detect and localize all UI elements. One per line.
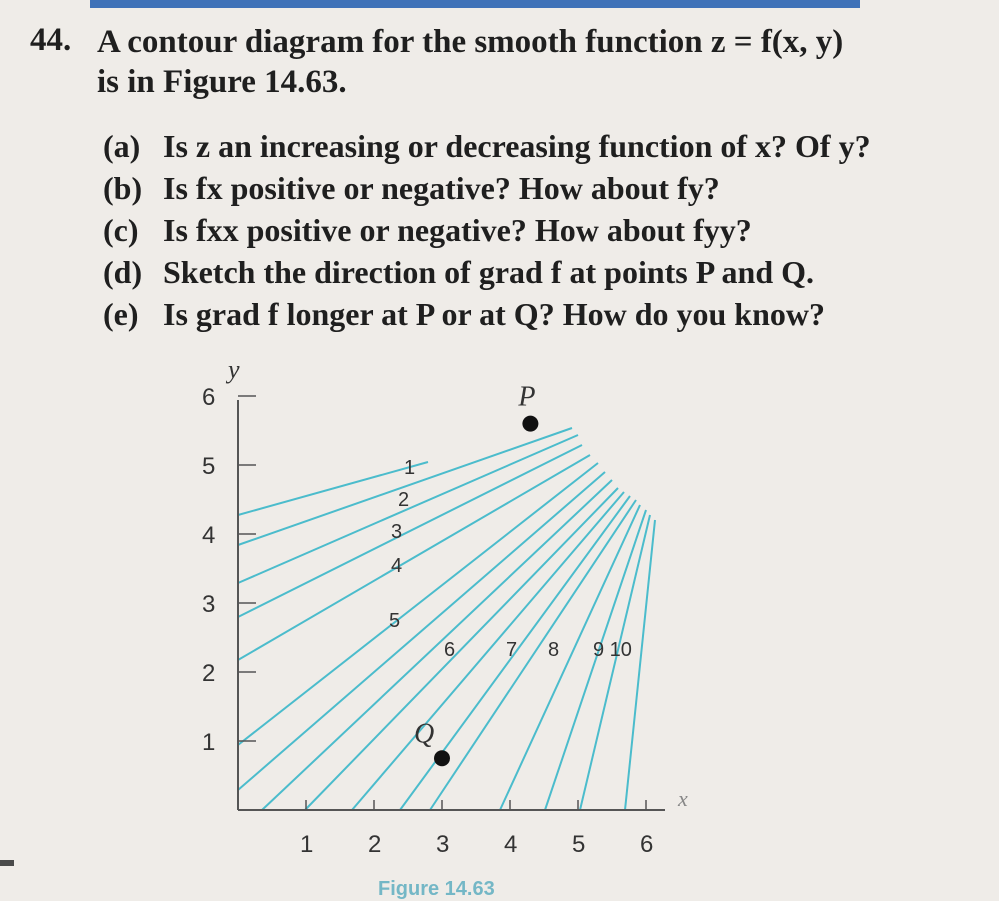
part-text: Sketch the direction of grad f at points P and Q. <box>163 254 814 290</box>
point-label: P <box>518 381 536 413</box>
contour-value-label: 7 <box>506 639 518 661</box>
contour-value-label: 5 <box>389 610 401 632</box>
part-text: Is grad f longer at P or at Q? How do you know? <box>163 296 825 332</box>
part-label: (a) <box>103 128 141 164</box>
x-tick-label: 3 <box>436 831 450 858</box>
x-tick-label: 4 <box>504 831 518 858</box>
x-tick-label: 5 <box>572 831 586 858</box>
contour-value-label: 4 <box>391 555 403 577</box>
part-label: (e) <box>103 296 139 332</box>
points <box>414 382 538 767</box>
part-label: (d) <box>103 254 143 290</box>
x-axis-label: x <box>678 786 688 811</box>
part-label: (b) <box>103 170 143 206</box>
part-text: Is fxx positive or negative? How about fyy? <box>163 212 752 248</box>
contour-value-label: 8 <box>548 639 560 661</box>
figure-caption: Figure 14.63 <box>378 878 495 900</box>
axis-labels <box>202 355 688 858</box>
part-label: (c) <box>103 212 139 248</box>
problem-number: 44. <box>30 22 72 58</box>
y-tick-label: 5 <box>202 453 216 480</box>
x-tick-label: 1 <box>300 831 314 858</box>
x-tick-label: 2 <box>368 831 382 858</box>
contour-value-label: 3 <box>391 521 403 543</box>
point-q <box>434 750 450 766</box>
y-tick-label: 2 <box>202 660 216 687</box>
y-tick-label: 3 <box>202 591 216 618</box>
contour-value-label: 1 <box>404 457 416 479</box>
point-p <box>522 416 538 432</box>
point-label: Q <box>414 718 435 750</box>
statement-line-2: is in Figure 14.63. <box>97 64 347 100</box>
contour-value-label: 9 10 <box>593 639 632 661</box>
y-tick-label: 1 <box>202 729 216 756</box>
y-tick-label: 4 <box>202 522 216 549</box>
y-axis-label: y <box>228 355 240 384</box>
part-text: Is z an increasing or decreasing function of x? Of y? <box>163 128 871 164</box>
x-tick-label: 6 <box>640 831 654 858</box>
contour-line <box>625 520 655 810</box>
y-tick-label: 6 <box>202 384 216 411</box>
contour-value-label: 6 <box>444 639 456 661</box>
statement-line-1: A contour diagram for the smooth function z = f(x, y) <box>97 24 844 60</box>
contour-line <box>238 455 590 660</box>
contour-value-label: 2 <box>398 489 410 511</box>
contour-line <box>238 428 572 545</box>
part-text: Is fx positive or negative? How about fy? <box>163 170 720 206</box>
